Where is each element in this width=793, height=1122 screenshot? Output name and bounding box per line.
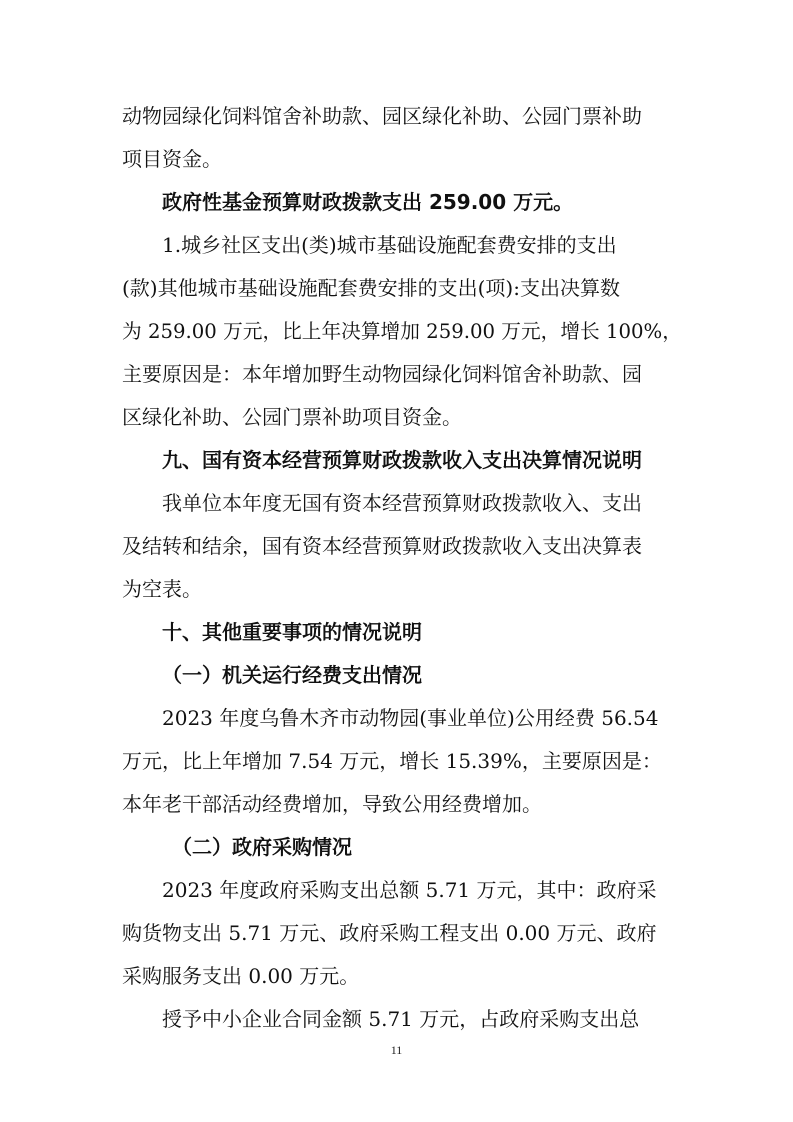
paragraph-line-22: 授予中小企业合同金额 5.71 万元，占政府采购支出总 [162,1007,640,1031]
paragraph-line-12: 为空表。 [122,577,202,601]
section-heading-fund-budget: 政府性基金预算财政拨款支出 259.00 万元。 [162,190,574,214]
paragraph-line-20: 购货物支出 5.71 万元、政府采购工程支出 0.00 万元、政府 [122,921,657,945]
paragraph-line-10: 我单位本年度无国有资本经营预算财政拨款收入、支出 [162,491,642,515]
paragraph-line-4: 1.城乡社区支出(类)城市基础设施配套费安排的支出 [162,233,617,257]
paragraph-line-16: 万元，比上年增加 7.54 万元，增长 15.39%，主要原因是： [122,749,662,773]
paragraph-line-19: 2023 年度政府采购支出总额 5.71 万元，其中：政府采 [162,878,657,902]
paragraph-line-21: 采购服务支出 0.00 万元。 [122,964,360,988]
paragraph-line-6: 为 259.00 万元，比上年决算增加 259.00 万元，增长 100%， [122,319,682,343]
subsection-heading-1: （一）机关运行经费支出情况 [162,663,422,687]
paragraph-line-15: 2023 年度乌鲁木齐市动物园(事业单位)公用经费 56.54 [162,706,659,730]
paragraph-line-11: 及结转和结余，国有资本经营预算财政拨款收入支出决算表 [122,534,642,558]
paragraph-line-5: (款)其他城市基础设施配套费安排的支出(项):支出决算数 [122,276,620,300]
paragraph-line-2: 项目资金。 [122,147,222,171]
paragraph-line-1: 动物园绿化饲料馆舍补助款、园区绿化补助、公园门票补助 [122,104,642,128]
paragraph-line-8: 区绿化补助、公园门票补助项目资金。 [122,405,462,429]
section-heading-9: 九、国有资本经营预算财政拨款收入支出决算情况说明 [162,448,642,472]
paragraph-line-17: 本年老干部活动经费增加，导致公用经费增加。 [122,792,542,816]
subsection-heading-2: （二）政府采购情况 [172,835,352,859]
section-heading-10: 十、其他重要事项的情况说明 [162,620,422,644]
paragraph-line-7: 主要原因是：本年增加野生动物园绿化饲料馆舍补助款、园 [122,362,642,386]
page-number: 11 [390,1043,403,1057]
